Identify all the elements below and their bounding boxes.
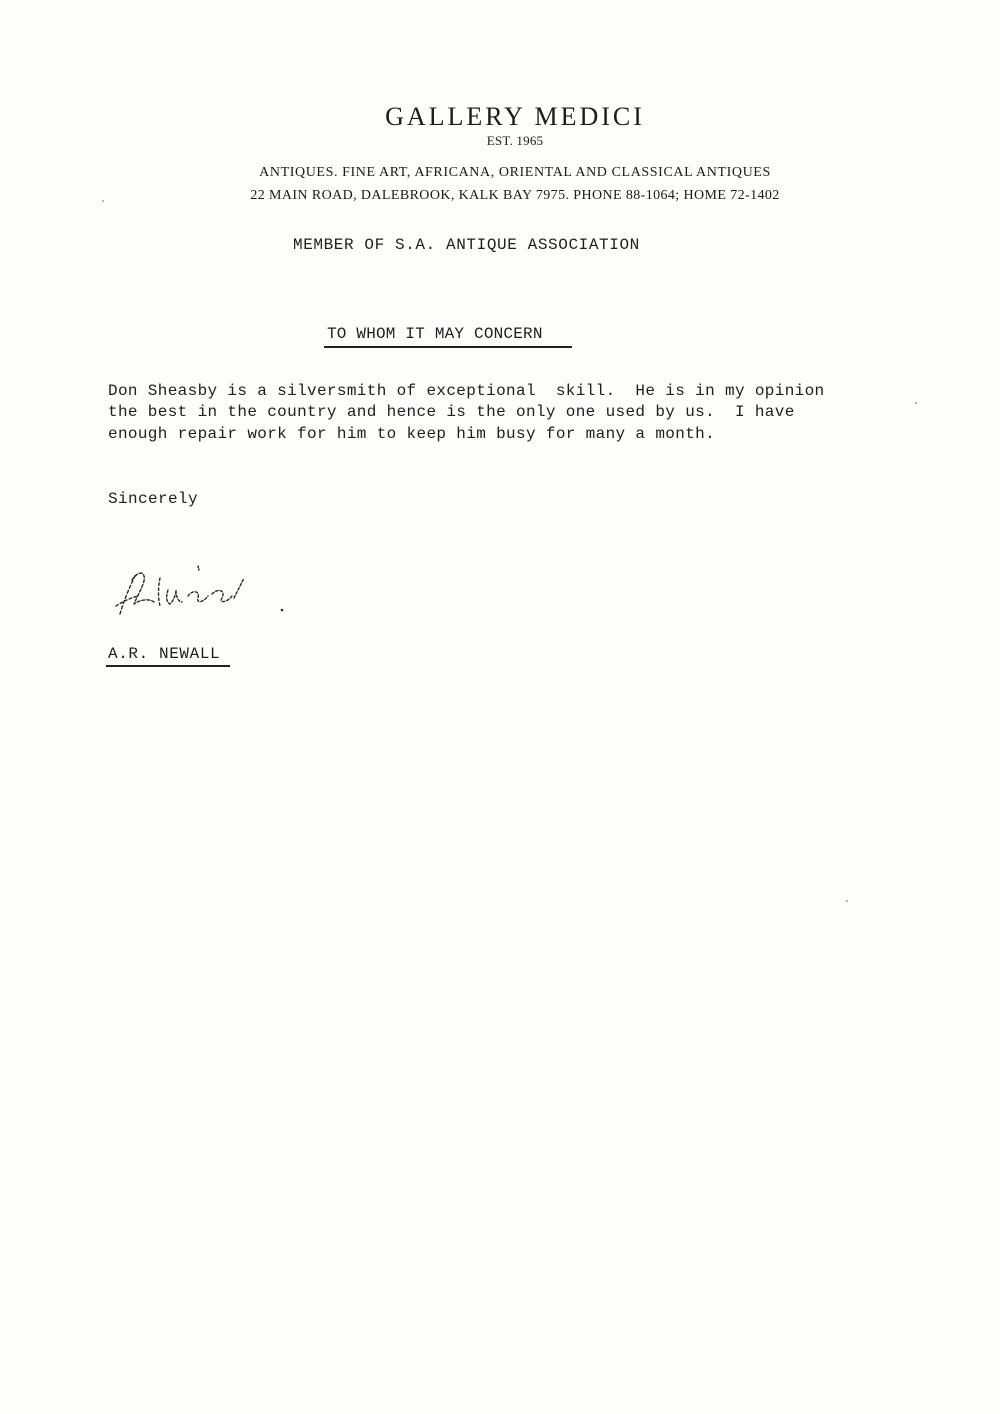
- established-year: EST. 1965: [486, 133, 544, 148]
- paper-speck: [915, 402, 917, 404]
- gallery-address: 22 MAIN ROAD, DALEBROOK, KALK BAY 7975. PHONE 88-1064; HOME 72-1402: [250, 188, 780, 203]
- signer-underline: [106, 665, 230, 667]
- handwritten-signature: [112, 560, 302, 622]
- paper-speck: [846, 900, 848, 902]
- gallery-name: GALLERY MEDICI: [385, 102, 645, 131]
- body-line-1: Don Sheasby is a silversmith of exceptional skill. He is in my opinion: [108, 382, 825, 400]
- body-line-2: the best in the country and hence is the only one used by us. I have: [108, 403, 795, 421]
- signer-name: A.R. NEWALL: [108, 645, 221, 663]
- subject-underline: [324, 346, 572, 348]
- closing-salutation: Sincerely: [108, 490, 199, 508]
- body-line-3: enough repair work for him to keep him busy for many a month.: [108, 425, 716, 443]
- membership-line: MEMBER OF S.A. ANTIQUE ASSOCIATION: [293, 236, 640, 254]
- gallery-tagline: ANTIQUES. FINE ART, AFRICANA, ORIENTAL AND CLASSICAL ANTIQUES: [259, 165, 771, 180]
- paper-speck: [102, 200, 104, 202]
- subject-heading: TO WHOM IT MAY CONCERN: [327, 325, 543, 343]
